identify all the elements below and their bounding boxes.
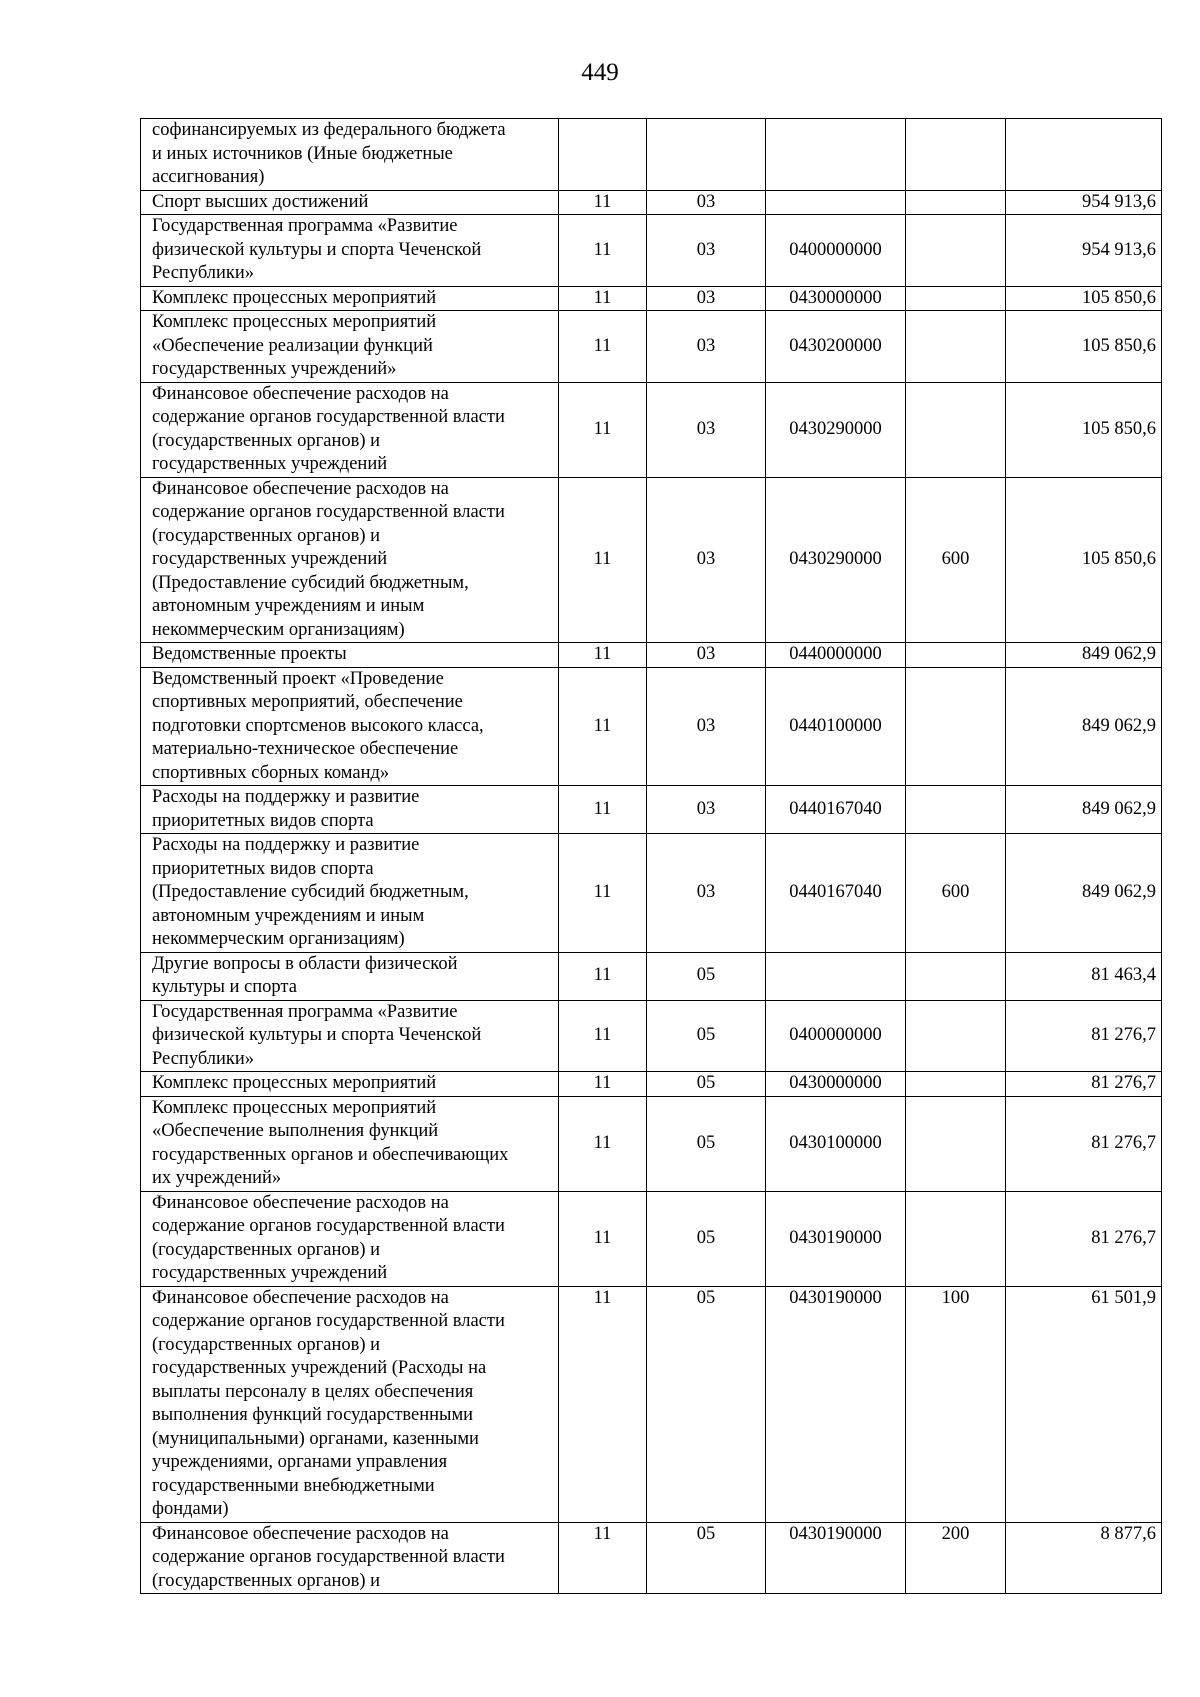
page-number: 449 (581, 59, 619, 86)
table-row (141, 1072, 1162, 1097)
row-name: Комплекс процессных мероприятий «Обеспечение реализации функций государственных учреждений» (141, 311, 559, 383)
table-row (141, 667, 1162, 786)
row-expense-type: 200 (906, 1522, 1006, 1594)
table-row (141, 1286, 1162, 1522)
table-row (141, 834, 1162, 953)
row-target-article (766, 952, 906, 1000)
row-name: Ведомственный проект «Проведение спортивных мероприятий, обеспечение подготовки спортсменов высокого класса, материально-техническое обеспечение спортивных сборных команд» (141, 667, 559, 786)
row-target-article: 0430100000 (766, 1096, 906, 1191)
row-expense-type: 100 (906, 1286, 1006, 1522)
row-expense-type: 600 (906, 477, 1006, 643)
row-subsection: 03 (647, 311, 766, 383)
row-subsection: 03 (647, 667, 766, 786)
row-subsection: 05 (647, 1072, 766, 1097)
row-amount: 849 062,9 (1006, 834, 1162, 953)
row-subsection: 05 (647, 1000, 766, 1072)
row-expense-type (906, 1072, 1006, 1097)
row-expense-type (906, 311, 1006, 383)
row-subsection: 03 (647, 382, 766, 477)
row-amount: 81 463,4 (1006, 952, 1162, 1000)
row-section: 11 (559, 1000, 647, 1072)
row-name: Ведомственные проекты (141, 643, 559, 668)
row-expense-type (906, 786, 1006, 834)
row-name: Расходы на поддержку и развитие приоритетных видов спорта (Предоставление субсидий бюджетным, автономным учреждениям и иным некоммерческим организациям) (141, 834, 559, 953)
row-section: 11 (559, 311, 647, 383)
row-subsection (647, 119, 766, 191)
row-section: 11 (559, 286, 647, 311)
row-target-article: 0430290000 (766, 477, 906, 643)
row-section: 11 (559, 667, 647, 786)
row-amount: 849 062,9 (1006, 786, 1162, 834)
row-target-article: 0440167040 (766, 834, 906, 953)
row-target-article: 0430290000 (766, 382, 906, 477)
row-name: Государственная программа «Развитие физической культуры и спорта Чеченской Республики» (141, 215, 559, 287)
row-name: Государственная программа «Развитие физической культуры и спорта Чеченской Республики» (141, 1000, 559, 1072)
row-target-article: 0440167040 (766, 786, 906, 834)
row-target-article: 0400000000 (766, 215, 906, 287)
row-name: Финансовое обеспечение расходов на содержание органов государственной власти (государственных органов) и государственных учреждений (141, 1191, 559, 1286)
row-section: 11 (559, 834, 647, 953)
row-section: 11 (559, 477, 647, 643)
row-name: софинансируемых из федерального бюджета и иных источников (Иные бюджетные ассигнования) (141, 119, 559, 191)
row-target-article: 0440100000 (766, 667, 906, 786)
row-amount: 105 850,6 (1006, 382, 1162, 477)
row-expense-type (906, 215, 1006, 287)
row-name: Финансовое обеспечение расходов на содержание органов государственной власти (государственных органов) и государственных учреждений (141, 382, 559, 477)
row-section: 11 (559, 786, 647, 834)
row-name: Финансовое обеспечение расходов на содержание органов государственной власти (государственных органов) и государственных учреждений (Расходы на выплаты персоналу в целях обеспечения выполнения функций государственными (муниципальными) органами, казенными учреждениями, органами управления государственными внебюджетными фондами) (141, 1286, 559, 1522)
row-amount: 81 276,7 (1006, 1191, 1162, 1286)
row-target-article: 0400000000 (766, 1000, 906, 1072)
table-row (141, 311, 1162, 383)
row-amount: 105 850,6 (1006, 286, 1162, 311)
row-expense-type (906, 952, 1006, 1000)
table-row (141, 952, 1162, 1000)
row-amount: 61 501,9 (1006, 1286, 1162, 1522)
row-section: 11 (559, 382, 647, 477)
row-subsection: 03 (647, 477, 766, 643)
row-expense-type (906, 382, 1006, 477)
row-target-article (766, 190, 906, 215)
row-expense-type (906, 1191, 1006, 1286)
row-section: 11 (559, 643, 647, 668)
row-expense-type (906, 643, 1006, 668)
row-target-article: 0430190000 (766, 1191, 906, 1286)
row-target-article: 0430200000 (766, 311, 906, 383)
row-expense-type: 600 (906, 834, 1006, 953)
row-target-article (766, 119, 906, 191)
table-row (141, 215, 1162, 287)
row-expense-type (906, 1000, 1006, 1072)
row-target-article: 0430190000 (766, 1522, 906, 1594)
row-name: Финансовое обеспечение расходов на содержание органов государственной власти (государственных органов) и (141, 1522, 559, 1594)
row-amount: 954 913,6 (1006, 190, 1162, 215)
row-section: 11 (559, 215, 647, 287)
row-name: Спорт высших достижений (141, 190, 559, 215)
row-amount: 81 276,7 (1006, 1072, 1162, 1097)
table-row (141, 1096, 1162, 1191)
row-expense-type (906, 667, 1006, 786)
row-amount: 105 850,6 (1006, 477, 1162, 643)
row-subsection: 03 (647, 215, 766, 287)
row-target-article: 0430000000 (766, 286, 906, 311)
row-section: 11 (559, 1286, 647, 1522)
row-subsection: 03 (647, 190, 766, 215)
row-amount: 849 062,9 (1006, 643, 1162, 668)
row-target-article: 0430000000 (766, 1072, 906, 1097)
row-subsection: 03 (647, 286, 766, 311)
row-section: 11 (559, 1072, 647, 1097)
table-row (141, 477, 1162, 643)
row-amount (1006, 119, 1162, 191)
row-subsection: 05 (647, 1286, 766, 1522)
row-section: 11 (559, 1191, 647, 1286)
row-subsection: 03 (647, 643, 766, 668)
row-section: 11 (559, 190, 647, 215)
table-row (141, 286, 1162, 311)
table-row (141, 119, 1162, 191)
table-row (141, 786, 1162, 834)
row-target-article: 0440000000 (766, 643, 906, 668)
row-name: Другие вопросы в области физической культуры и спорта (141, 952, 559, 1000)
row-amount: 849 062,9 (1006, 667, 1162, 786)
row-name: Комплекс процессных мероприятий (141, 1072, 559, 1097)
table-row (141, 1522, 1162, 1594)
row-amount: 81 276,7 (1006, 1000, 1162, 1072)
row-name: Комплекс процессных мероприятий (141, 286, 559, 311)
row-subsection: 05 (647, 1191, 766, 1286)
table-row (141, 1191, 1162, 1286)
row-subsection: 03 (647, 834, 766, 953)
row-subsection: 03 (647, 786, 766, 834)
row-section: 11 (559, 952, 647, 1000)
table-row (141, 643, 1162, 668)
row-name: Комплекс процессных мероприятий «Обеспечение выполнения функций государственных органов и обеспечивающих их учреждений» (141, 1096, 559, 1191)
row-target-article: 0430190000 (766, 1286, 906, 1522)
row-subsection: 05 (647, 952, 766, 1000)
budget-table (140, 118, 1162, 1594)
table-row (141, 382, 1162, 477)
row-section: 11 (559, 1522, 647, 1594)
row-expense-type (906, 119, 1006, 191)
row-name: Расходы на поддержку и развитие приоритетных видов спорта (141, 786, 559, 834)
row-expense-type (906, 1096, 1006, 1191)
row-subsection: 05 (647, 1096, 766, 1191)
row-amount: 81 276,7 (1006, 1096, 1162, 1191)
row-section (559, 119, 647, 191)
row-section: 11 (559, 1096, 647, 1191)
row-expense-type (906, 286, 1006, 311)
row-amount: 8 877,6 (1006, 1522, 1162, 1594)
row-name: Финансовое обеспечение расходов на содержание органов государственной власти (государственных органов) и государственных учреждений (Предоставление субсидий бюджетным, автономным учреждениям и иным некоммерческим организациям) (141, 477, 559, 643)
table-row (141, 1000, 1162, 1072)
table-row (141, 190, 1162, 215)
row-subsection: 05 (647, 1522, 766, 1594)
row-expense-type (906, 190, 1006, 215)
row-amount: 954 913,6 (1006, 215, 1162, 287)
row-amount: 105 850,6 (1006, 311, 1162, 383)
